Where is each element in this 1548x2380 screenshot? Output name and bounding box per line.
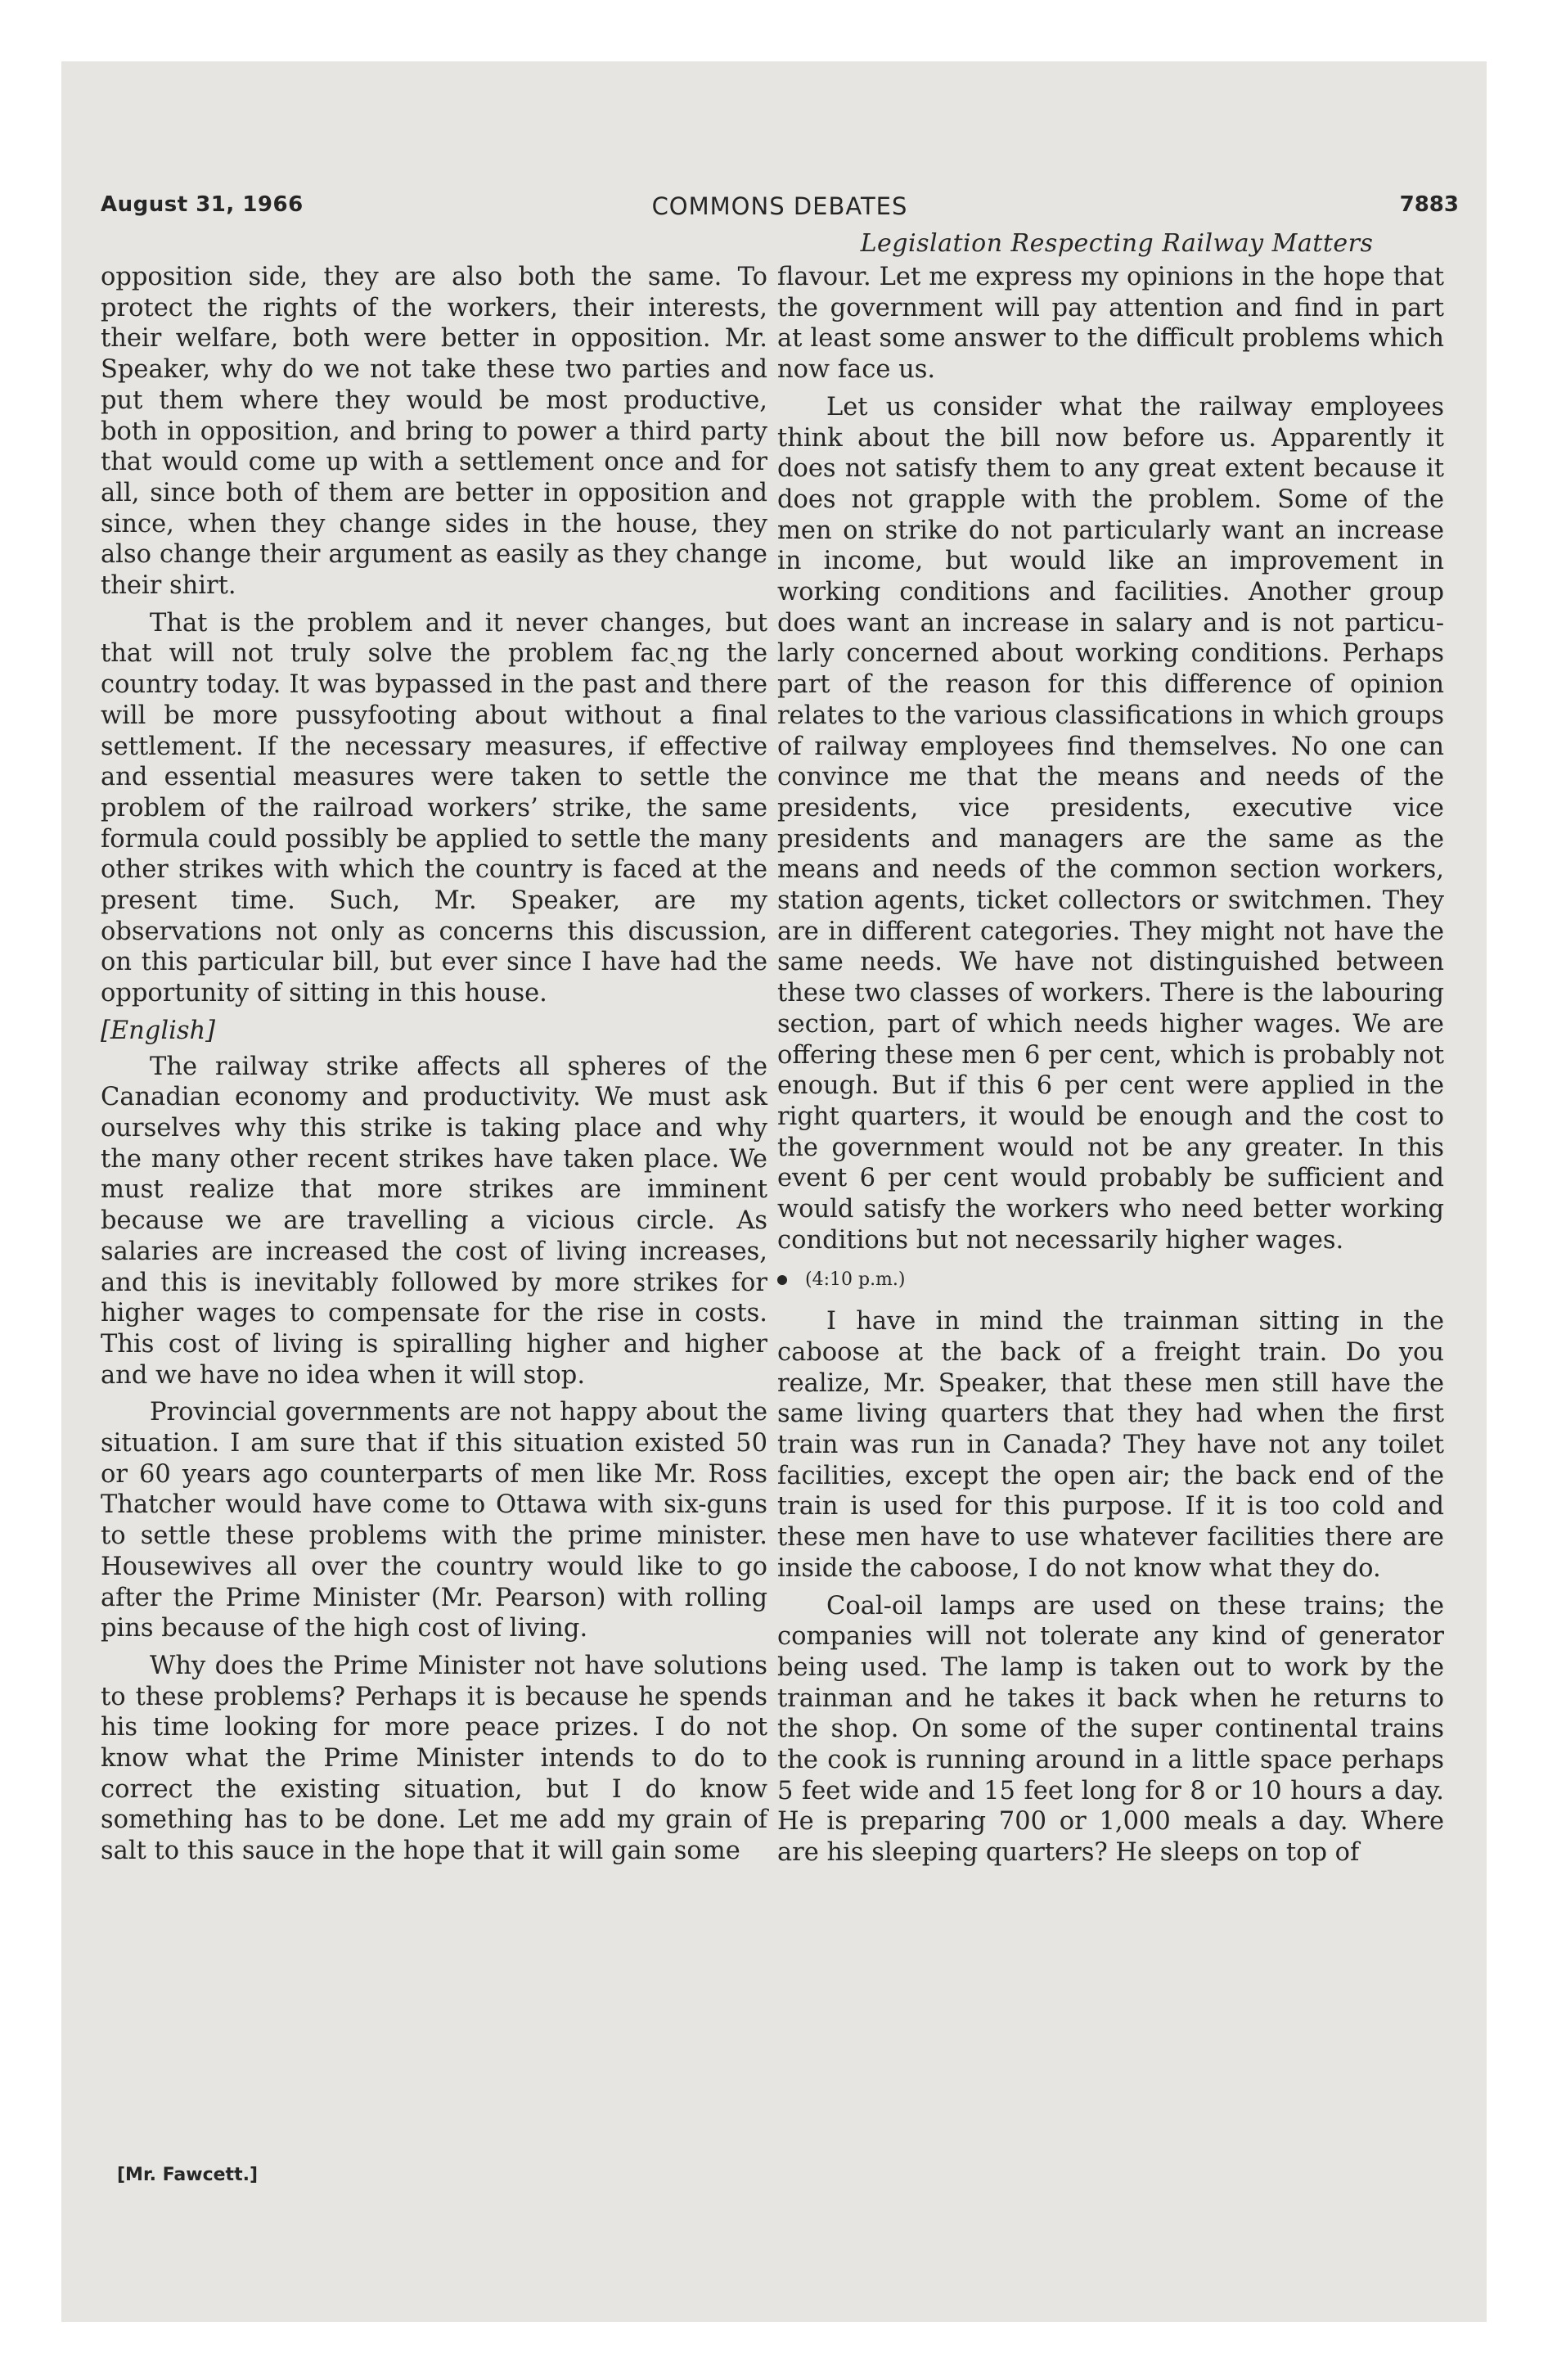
header-title: COMMONS DEBATES (651, 192, 908, 220)
language-marker: [English] (101, 1016, 216, 1045)
page-number: 7883 (1399, 192, 1459, 217)
running-title: Legislation Respecting Railway Matters (860, 229, 1374, 258)
speaker-attribution: [Mr. Fawcett.] (117, 2165, 258, 2185)
page (61, 61, 1487, 2322)
paragraph: Coal-oil lamps are used on these trains; the companies will not tolerate any kind of generator being used. The lamp is taken out to work by the trainman and he takes it back when he returns to the shop. On some of the super continental trains the cook is running around in a little space perhaps 5 feet wide and 15 feet long for 8 or 10 hours a day. He is preparing 700 or 1,000 meals a day. Where are his sleeping quarters? He sleeps on top of (777, 1591, 1444, 1868)
page-header (101, 192, 1459, 233)
paragraph: Let us consider what the railway employees think about the bill now before us. Apparently it does not satisfy them to any great extent because it does not grapple with the problem. Some of the men on strike do not particularly want an increase in income, but would like an improvement in working conditions and facilities. Another group does want an increase in salary and is not particularly concerned about working conditions. Perhaps part of the reason for this difference of opinion relates to the various classifications in which groups of railway employees find themselves. No one can convince me that the means and needs of the presidents, vice presidents, executive vice presidents and managers are the same as the means and needs of the common section workers, station agents, ticket collectors or switchmen. They are in different categories. They might not have the same needs. We have not distinguished between these two classes of workers. There is the labouring section, part of which needs higher wages. We are offering these men 6 per cent, which is probably not enough. But if this 6 per cent were applied in the right quarters, it would be enough and the cost to the government would not be any greater. In this event 6 per cent would probably be sufficient and would satisfy the workers who need better working conditions but not necessarily higher wages. (777, 392, 1444, 1255)
bullet-icon (777, 1275, 787, 1285)
paragraph: flavour. Let me express my opinions in the hope that the government will pay attention and find in part at least some answer to the difficult problems which now face us. (777, 263, 1444, 385)
left-column (101, 262, 767, 1873)
paragraph: That is the problem and it never changes, but that will not truly solve the problem facˎng the country today. It was bypassed in the past and there will be more pussyfooting about without a final settlement. If the necessary measures, if effective and essential measures were taken to settle the problem of the railroad workers’ strike, the same formula could possibly be applied to settle the many other strikes with which the country is faced at the present time. Such, Mr. Speaker, are my observations not only as concerns this discussion, on this particular bill, but ever since I have had the opportunity of sitting in this house. (101, 608, 767, 1008)
paragraph: Provincial governments are not happy about the situation. I am sure that if this situation existed 50 or 60 years ago counterparts of men like Mr. Ross Thatcher would have come to Ottawa with six-guns to settle these problems with the prime minister. Housewives all over the country would like to go after the Prime Minister (Mr. Pearson) with rolling pins because of the high cost of living. (101, 1398, 767, 1643)
paragraph: opposition side, they are also both the same. To protect the rights of the workers, their interests, their welfare, both were better in opposition. Mr. Speaker, why do we not take these two parties and put them where they would be most productive, both in opposition, and bring to power a third party that would come up with a settlement once and for all, since both of them are better in opposition and since, when they change sides in the house, they also change their argument as easily as they change their shirt. (101, 263, 767, 601)
paragraph: Why does the Prime Minister not have solutions to these problems? Perhaps it is because he spends his time looking for more peace prizes. I do not know what the Prime Minister intends to do to correct the existing situation, but I do know something has to be done. Let me add my grain of salt to this sauce in the hope that it will gain some (101, 1651, 767, 1866)
timestamp (777, 1264, 1444, 1296)
timestamp-text: (4:10 p.m.) (805, 1269, 906, 1290)
paragraph: The railway strike affects all spheres of the Canadian economy and productivity. We must ask ourselves why this strike is taking place and why the many other recent strikes have taken place. We must realize that more strikes are imminent because we are travelling a vicious circle. As salaries are increased the cost of living increases, and this is inevitably followed by more strikes for higher wages to compensate for the rise in costs. This cost of living is spiralling higher and higher and we have no idea when it will stop. (101, 1052, 767, 1390)
right-column (777, 262, 1444, 1875)
paragraph: I have in mind the trainman sitting in the caboose at the back of a freight train. Do you realize, Mr. Speaker, that these men still have the same living quarters that they had when the first train was run in Canada? They have not any toilet facilities, except the open air; the back end of the train is used for this purpose. If it is too cold and these men have to use whatever facilities there are inside the caboose, I do not know what they do. (777, 1307, 1444, 1583)
header-date: August 31, 1966 (101, 192, 304, 217)
